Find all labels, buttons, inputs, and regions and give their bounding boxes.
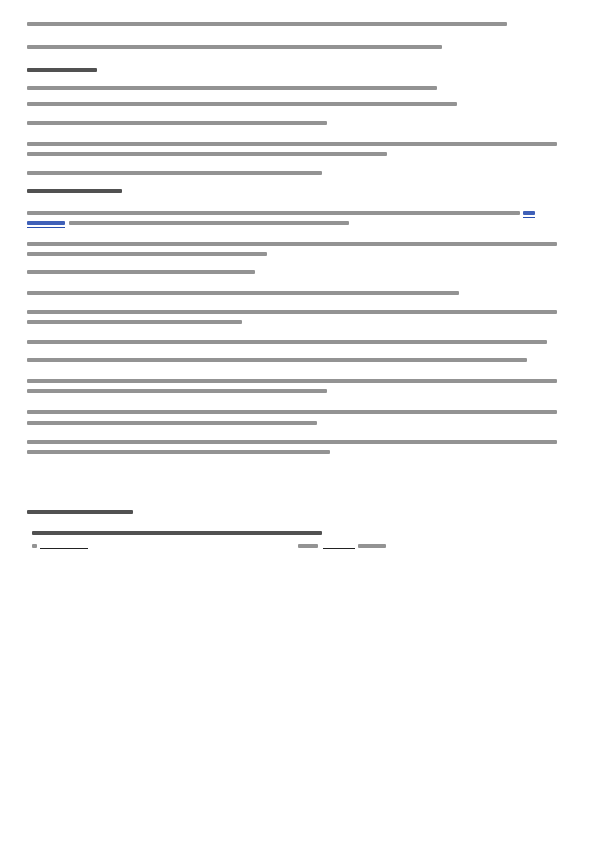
text-line — [27, 171, 322, 175]
form-city-field[interactable] — [40, 548, 88, 549]
text-line — [27, 410, 557, 414]
text-line — [27, 252, 267, 256]
text-line — [27, 340, 547, 344]
text-line — [27, 320, 242, 324]
text-line — [27, 310, 557, 314]
text-line — [27, 121, 327, 125]
text-line — [69, 221, 349, 225]
form-year-label — [358, 544, 386, 548]
text-line — [27, 379, 557, 383]
text-line — [27, 102, 457, 106]
text-line — [27, 270, 255, 274]
document-link[interactable] — [523, 211, 535, 215]
text-line — [27, 358, 527, 362]
form-city-label — [32, 544, 37, 548]
section-heading — [27, 189, 122, 193]
text-line — [27, 211, 520, 215]
document-link[interactable] — [27, 221, 65, 225]
link-underline — [523, 217, 535, 218]
text-line — [27, 389, 327, 393]
text-line — [27, 440, 557, 444]
section-heading — [27, 68, 97, 72]
text-line — [27, 45, 442, 49]
act-title — [32, 531, 322, 535]
form-date-label — [298, 544, 318, 548]
text-line — [27, 242, 557, 246]
text-line — [27, 22, 507, 26]
text-line — [27, 450, 330, 454]
text-line — [27, 291, 459, 295]
text-line — [27, 421, 317, 425]
link-underline — [27, 227, 65, 228]
text-line — [27, 86, 437, 90]
text-line — [27, 142, 557, 146]
form-date-field[interactable] — [323, 548, 355, 549]
appendix-heading — [27, 510, 133, 514]
text-line — [27, 152, 387, 156]
